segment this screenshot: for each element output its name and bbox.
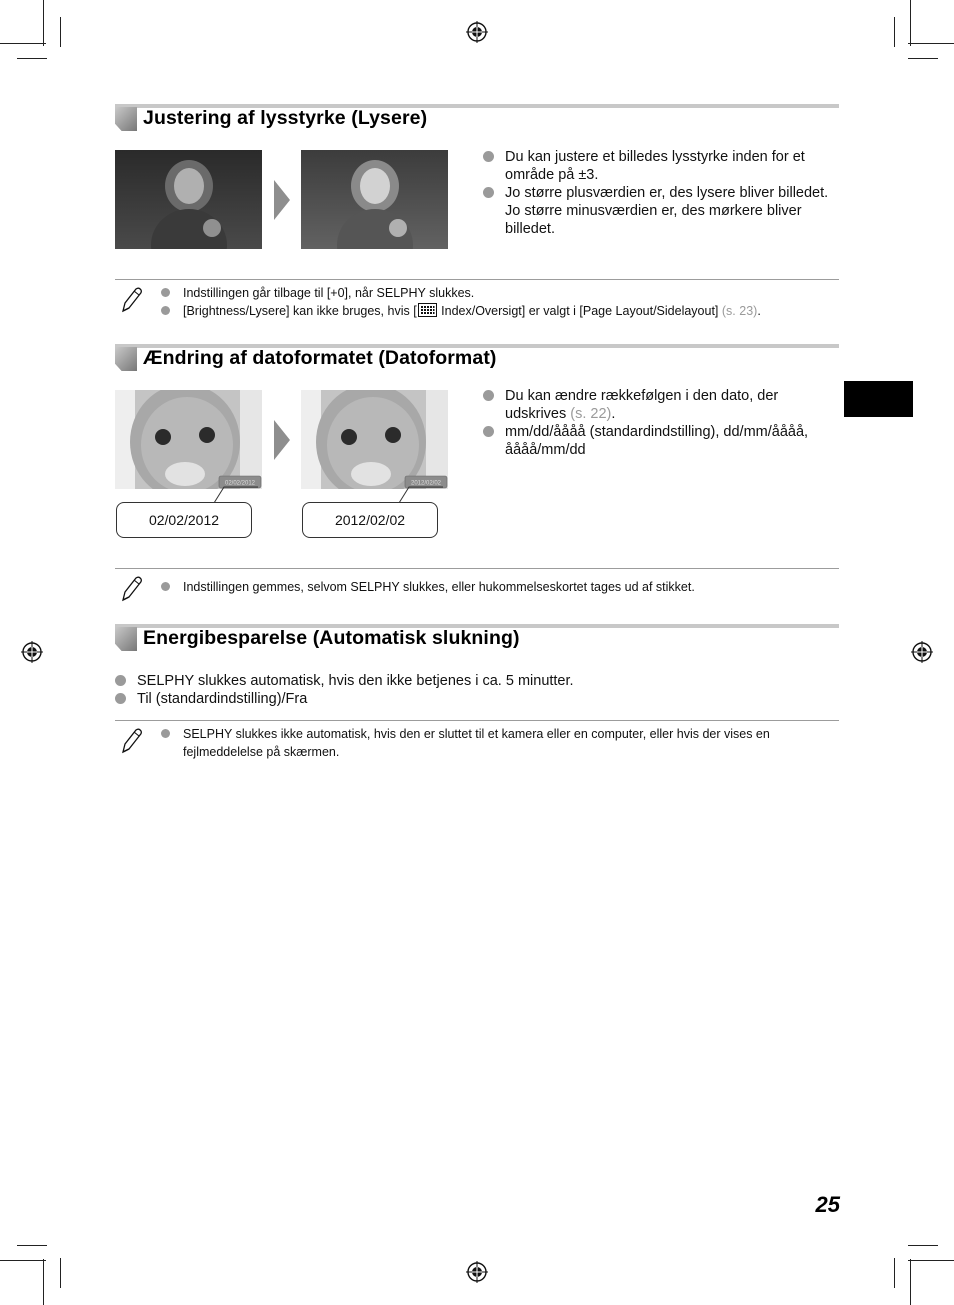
registration-mark-icon [911,641,933,663]
pencil-icon [120,286,144,314]
arrow-right-icon [274,180,290,220]
registration-mark-icon [466,1261,488,1283]
note-list [161,284,841,320]
bullet-icon [161,582,170,591]
bullet-icon [483,151,494,162]
section-tab-icon [115,347,137,371]
pencil-icon [120,575,144,603]
list-item: SELPHY slukkes ikke automatisk, hvis den er sluttet til et kamera eller en computer, eller hvis der vises en fejlmeddelelse på skærmen. [161,725,811,761]
list-item: Jo større plusværdien er, des lysere bliver billedet. Jo større minusværdien er, des mørkere bliver billedet. [483,184,843,238]
note-list [161,725,811,761]
section-title-date-format: Ændring af datoformatet (Datoformat) [143,347,497,369]
date-stamp-text: 02/02/2012 [224,480,256,487]
note-list [161,578,841,596]
date-callout-left: 02/02/2012 [116,502,252,538]
crop-mark [894,1258,895,1288]
list-item: [Brightness/Lysere] kan ikke bruges, hvis [ Index/Oversigt] er valgt i [Page Layout/Sidelayout] (s. 23). [161,302,841,320]
photo-girl-after [301,150,448,249]
crop-mark [0,1260,46,1261]
crop-mark [908,1260,954,1261]
bullet-list [483,387,828,459]
bullet-icon [483,426,494,437]
crop-mark [908,43,954,44]
list-item: Du kan ændre rækkefølgen i den dato, der udskrives (s. 22). [483,387,828,423]
crop-mark [908,1245,938,1246]
bullet-icon [483,187,494,198]
bullet-icon [115,693,126,704]
pencil-icon [120,727,144,755]
page-reference-link[interactable]: (s. 22) [570,406,612,422]
list-item: SELPHY slukkes automatisk, hvis den ikke betjenes i ca. 5 minutter. [115,672,835,690]
crop-mark [17,1245,47,1246]
crop-mark [894,17,895,47]
crop-mark [43,0,44,46]
crop-mark [908,58,938,59]
list-item: Indstillingen går tilbage til [+0], når SELPHY slukkes. [161,284,841,302]
chapter-tab-marker [844,381,913,417]
registration-mark-icon [466,21,488,43]
page-number: 25 [815,1192,840,1217]
section-title-brightness: Justering af lysstyrke (Lysere) [143,107,428,129]
photo-baby-after [301,390,448,489]
arrow-right-icon [274,420,290,460]
date-stamp-text: 2012/02/02 [410,480,442,487]
bullet-icon [161,306,170,315]
photo-girl-before [115,150,262,249]
list-item: Indstillingen gemmes, selvom SELPHY slukkes, eller hukommelseskortet tages ud af stikket. [161,578,841,596]
crop-mark [60,1258,61,1288]
bullet-icon [115,675,126,686]
bullet-icon [161,729,170,738]
list-item: Du kan justere et billedes lysstyrke inden for et område på ±3. [483,148,843,184]
list-item: mm/dd/åååå (standardindstilling), dd/mm/åååå, åååå/mm/dd [483,423,828,459]
crop-mark [910,1259,911,1305]
note-divider [115,279,839,280]
list-item: Til (standardindstilling)/Fra [115,690,835,708]
crop-mark [910,0,911,46]
crop-mark [17,58,47,59]
bullet-list [483,148,843,238]
registration-mark-icon [21,641,43,663]
bullet-icon [483,390,494,401]
bullet-list [115,672,835,708]
bullet-icon [161,288,170,297]
section-tab-icon [115,107,137,131]
crop-mark [43,1259,44,1305]
note-divider [115,568,839,569]
note-divider [115,720,839,721]
crop-mark [0,43,46,44]
grid-icon [418,303,437,317]
crop-mark [60,17,61,47]
section-title-auto-power-off: Energibesparelse (Automatisk slukning) [143,627,520,649]
photo-baby-before [115,390,262,489]
section-tab-icon [115,627,137,651]
page-reference-link[interactable]: (s. 23) [721,304,758,318]
date-callout-right: 2012/02/02 [302,502,438,538]
